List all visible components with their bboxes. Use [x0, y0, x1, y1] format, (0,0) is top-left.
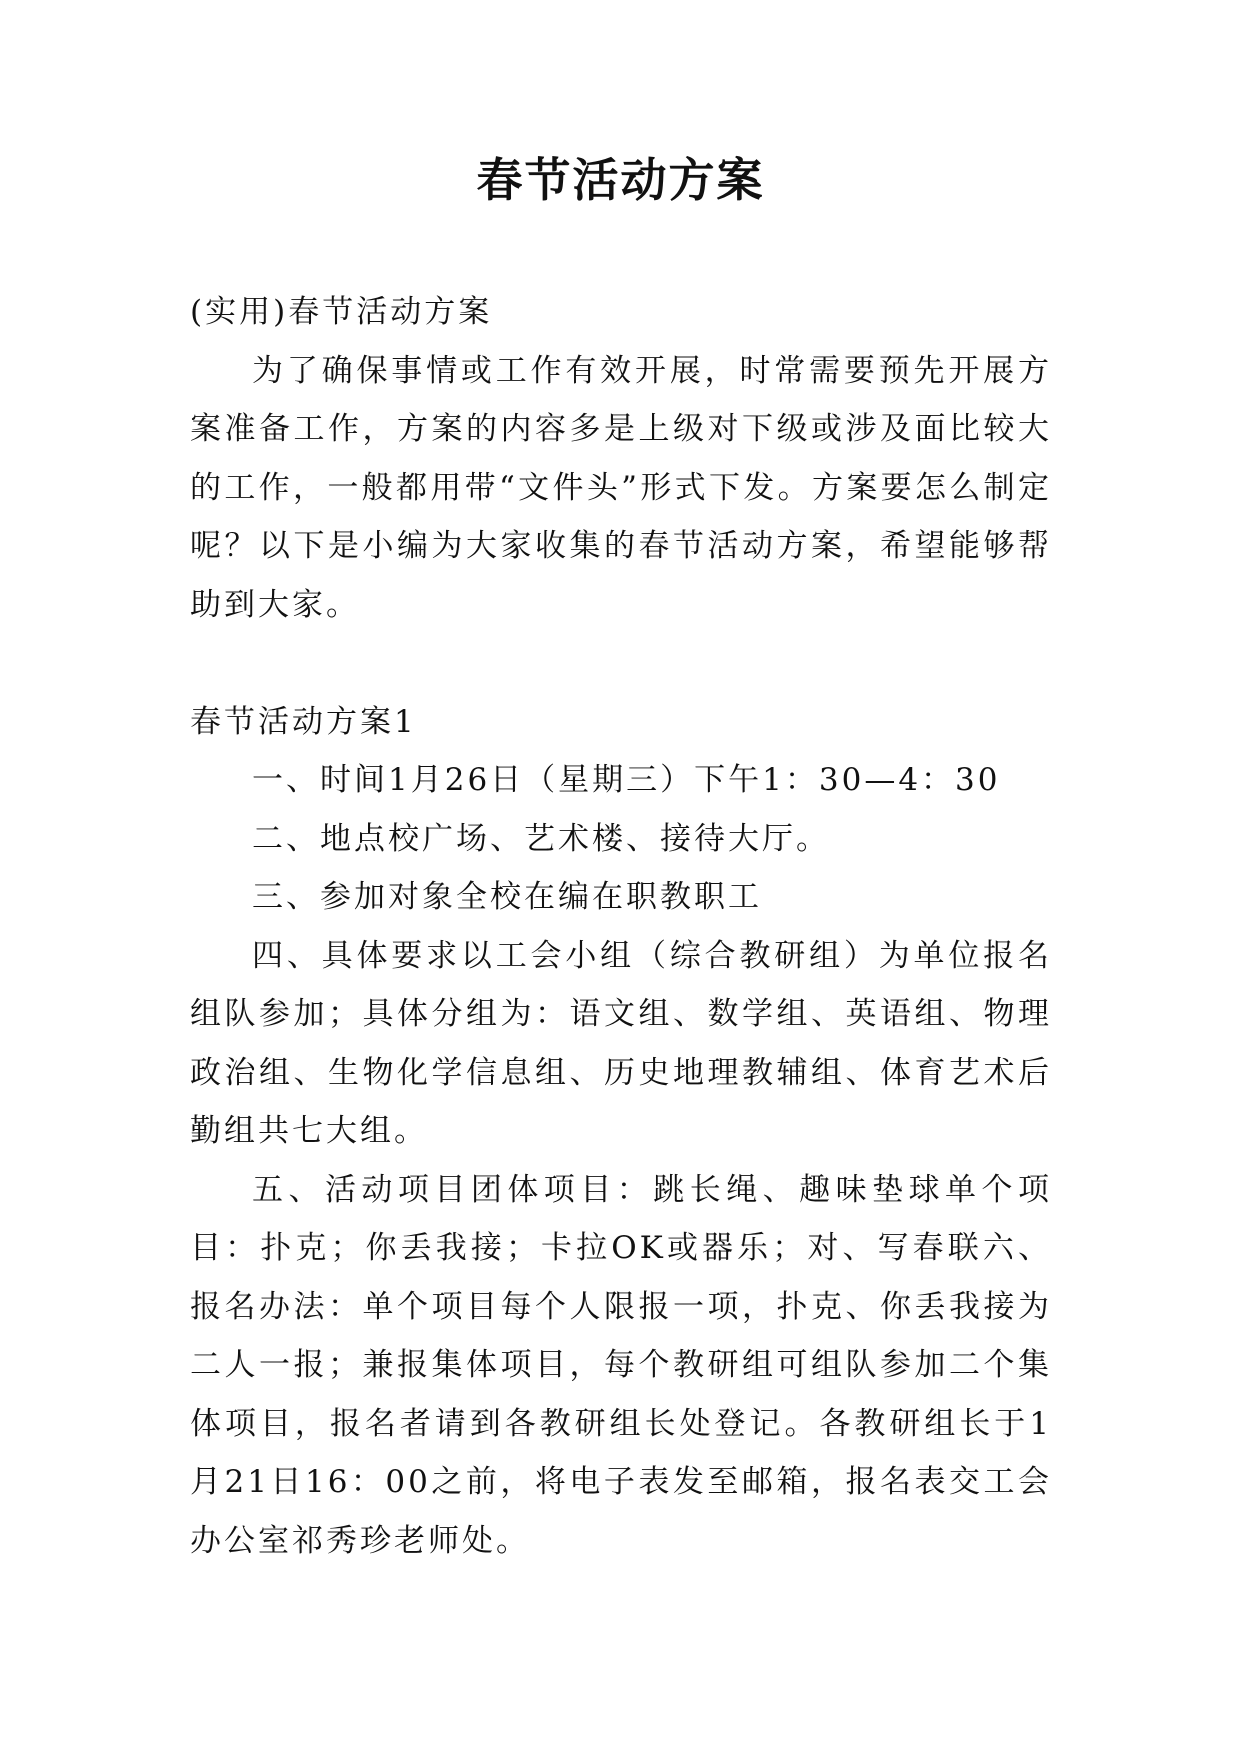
item-time: 一、时间1月26日（星期三）下午1：30—4：30: [252, 762, 1001, 798]
document-subtitle: (实用)春节活动方案: [190, 294, 493, 330]
item-location: 二、地点校广场、艺术楼、接待大厅。: [252, 820, 830, 857]
item-requirements: 四、具体要求以工会小组（综合教研组）为单位报名组队参加；具体分组为：语文组、数学组、英语组、物理政治组、生物化学信息组、历史地理教辅组、体育艺术后勤组共七大组。: [190, 937, 1052, 1149]
document-body: [190, 283, 1052, 1570]
document-title: 春节活动方案: [476, 153, 765, 207]
intro-paragraph: 为了确保事情或工作有效开展，时常需要预先开展方案准备工作，方案的内容多是上级对下级或涉及面比较大的工作，一般都用带“文件头”形式下发。方案要怎么制定呢？以下是小编为大家收集的春节活动方案，希望能够帮助到大家。: [190, 352, 1052, 623]
paragraph-gap: [190, 634, 1052, 693]
item-participants: 三、参加对象全校在编在职教职工: [252, 879, 762, 915]
item-activities: 五、活动项目团体项目：跳长绳、趣味垫球单个项目：扑克；你丢我接；卡拉OK或器乐；对、写春联六、报名办法：单个项目每个人限报一项，扑克、你丢我接为二人一报；兼报集体项目，每个教研组可组队参加二个集体项目，报名者请到各教研组长处登记。各教研组长于1月21日16：00之前，将电子表发至邮箱，报名表交工会办公室祁秀珍老师处。: [190, 1171, 1052, 1559]
section-heading: 春节活动方案1: [190, 703, 417, 740]
